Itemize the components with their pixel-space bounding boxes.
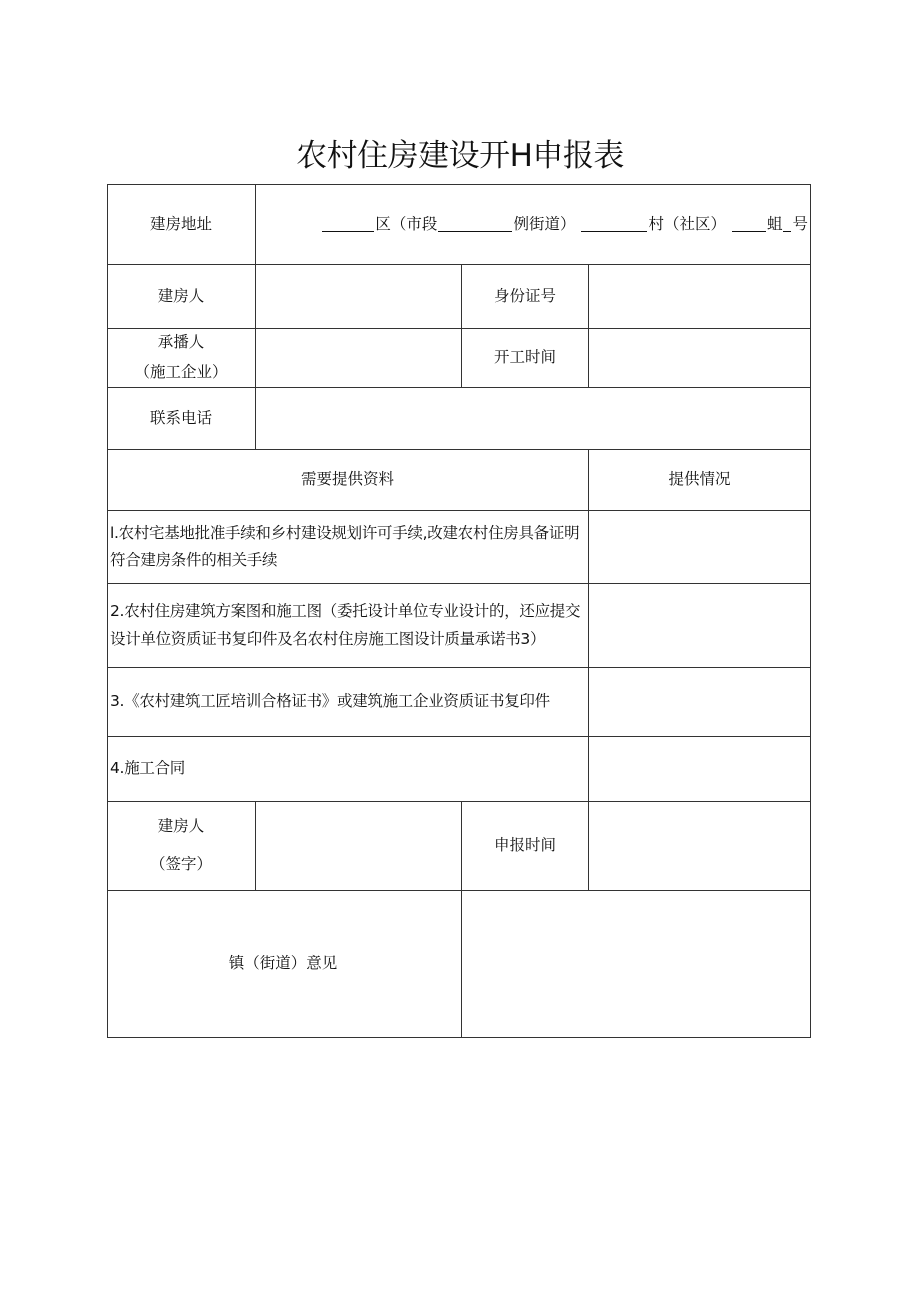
status-header-text: 提供情况 bbox=[668, 470, 731, 489]
address-district-text: 区（市段 bbox=[375, 214, 438, 233]
village-blank[interactable] bbox=[581, 216, 647, 233]
table-border-bottom bbox=[107, 1037, 811, 1038]
address-street-text: 例街道） bbox=[513, 214, 576, 233]
town-opinion-label bbox=[107, 890, 461, 1037]
material-item-4 bbox=[108, 737, 588, 801]
declaration-date-field[interactable] bbox=[589, 802, 810, 890]
material-status-1[interactable] bbox=[589, 511, 810, 583]
signature-label-line2: （签字） bbox=[149, 854, 212, 873]
id-number-field[interactable] bbox=[589, 265, 810, 328]
town-opinion-label-text: 镇（街道）意见 bbox=[228, 954, 338, 973]
id-number-label bbox=[462, 264, 588, 328]
address-group-text: 蛆 bbox=[766, 214, 783, 233]
builder-name-field[interactable] bbox=[256, 265, 461, 328]
material-item-text: l.农村宅基地批准手续和乡村建设规划许可手续,改建农村住房具备证明符合建房条件的相关手续 bbox=[110, 523, 580, 569]
material-item-text: 2.农村住房建筑方案图和施工图（委托设计单位专业设计的，还应提交设计单位资质证书复印件及名农村住房施工图设计质量承诺书3） bbox=[110, 602, 581, 648]
material-item-2 bbox=[108, 584, 588, 667]
material-status-2[interactable] bbox=[589, 584, 810, 667]
contractor-field[interactable] bbox=[256, 329, 461, 387]
address-field[interactable] bbox=[256, 184, 810, 264]
street-blank[interactable] bbox=[438, 216, 512, 233]
material-status-4[interactable] bbox=[589, 737, 810, 801]
material-item-text: 3.《农村建筑工匠培训合格证书》或建筑施工企业资质证书复印件 bbox=[110, 692, 550, 711]
address-village-text: 村（社区） bbox=[648, 214, 726, 233]
contractor-label-line2: （施工企业） bbox=[134, 362, 228, 381]
id-number-label-text: 身份证号 bbox=[493, 286, 556, 305]
materials-header-text: 需要提供资料 bbox=[300, 470, 394, 489]
phone-field[interactable] bbox=[256, 388, 810, 449]
builder-label-text: 建房人 bbox=[157, 286, 205, 305]
signature-field[interactable] bbox=[256, 802, 461, 890]
start-time-label-text: 开工时间 bbox=[493, 348, 556, 367]
material-status-3[interactable] bbox=[589, 668, 810, 736]
address-label bbox=[107, 184, 255, 264]
material-item-text: 4.施工合同 bbox=[110, 759, 185, 778]
application-form-table bbox=[107, 184, 811, 1038]
contractor-label bbox=[107, 328, 255, 387]
materials-header bbox=[107, 449, 588, 510]
page-title: 农村住房建设开H申报表 bbox=[296, 138, 624, 174]
declaration-date-label-text: 申报时间 bbox=[493, 836, 556, 855]
signature-label bbox=[107, 801, 255, 890]
start-time-label bbox=[462, 328, 588, 387]
material-item-1 bbox=[108, 511, 588, 583]
signature-label-line1: 建房人 bbox=[157, 817, 205, 836]
material-item-3 bbox=[108, 668, 588, 736]
phone-label-text: 联系电话 bbox=[149, 408, 212, 427]
builder-label bbox=[107, 264, 255, 328]
start-time-field[interactable] bbox=[589, 329, 810, 387]
table-border-right bbox=[810, 184, 811, 1038]
district-blank[interactable] bbox=[322, 216, 374, 233]
number-blank[interactable] bbox=[783, 216, 791, 233]
declaration-date-label bbox=[462, 801, 588, 890]
town-opinion-field[interactable] bbox=[462, 891, 810, 1037]
contractor-label-line1: 承播人 bbox=[157, 333, 205, 352]
address-label-text: 建房地址 bbox=[149, 214, 212, 233]
group-blank[interactable] bbox=[732, 216, 766, 233]
status-header bbox=[589, 449, 810, 510]
phone-label bbox=[107, 387, 255, 449]
address-number-text: 号 bbox=[792, 214, 808, 233]
